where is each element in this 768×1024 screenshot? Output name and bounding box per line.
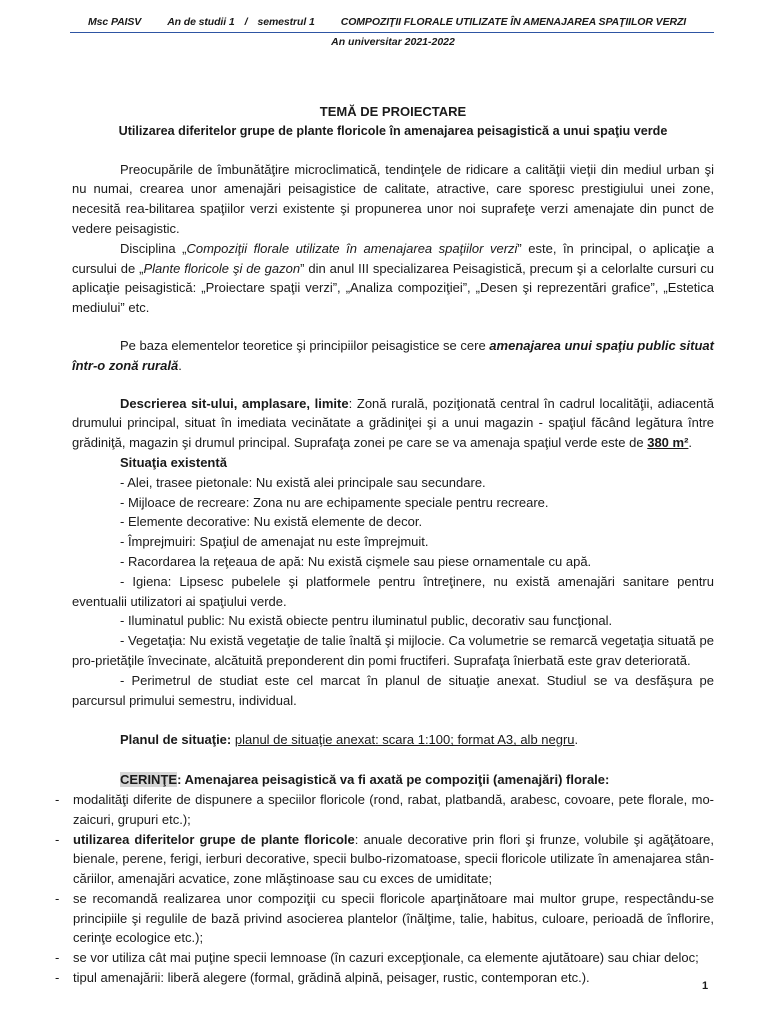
list-item: - utilizarea diferitelor grupe de plante floricole: anuale decorative prin flori şi frunze, volubile şi agăţătoare, bienale, perene, ferigi, ierburi decorative, specii bulbo-rizomatoase, specii floricole utilizate în amenajarea stân-căriilor, amenajări acvatice, zone mlăştinoase sau cu exces de umiditate; [55, 831, 715, 887]
running-header: Msc PAISV An de studii 1 / semestrul 1 COMPOZIŢII FLORALE UTILIZATE ÎN AMENAJAREA SPAŢIILOR VERZI [88, 16, 687, 28]
section-requirements: CERINŢE: Amenajarea peisagistică va fi axată pe compoziţii (amenajări) florale: [120, 772, 610, 788]
document-body [55, 102, 715, 988]
header-academic-year: An universitar 2021-2022 [331, 36, 455, 48]
header-course: COMPOZIŢII FLORALE UTILIZATE ÎN AMENAJAREA SPAŢIILOR VERZI [340, 16, 687, 28]
header-rule [70, 32, 714, 33]
list-item: - modalităţi diferite de dispunere a speciilor floricole (rond, rabat, platbandă, arabesc, covoare, pete florale, mo-zaicuri, grupuri etc.); [55, 791, 714, 827]
page-number: 1 [702, 980, 709, 992]
list-item: - se vor utiliza cât mai puţine specii lemnoase (în cazuri excepţionale, ca elemente ajutătoare) sau chiar deloc; [55, 950, 699, 966]
document-subtitle: Utilizarea diferitelor grupe de plante floricole în amenajarea peisagistică a unui spaţiu verde [118, 123, 668, 138]
item-decorative: - Elemente decorative: Nu există elemente de decor. [120, 514, 423, 530]
item-iluminat: - Iluminatul public: Nu există obiecte pentru iluminatul public, decorativ sau funcţional. [120, 613, 613, 629]
document-title: TEMĂ DE PROIECTARE [319, 104, 467, 119]
paragraph-site-plan: Planul de situaţie: planul de situaţie anexat: scara 1:100; format A3, alb negru. [120, 732, 579, 748]
section-existing-situation: Situaţia existentă [120, 454, 227, 470]
header-program: Msc PAISV [88, 16, 142, 28]
paragraph-intro: Preocupările de îmbunătăţire microclimatică, tendinţele de ridicare a calităţii vieţii din mediul urban şi nu numai, crearea unor amenajări peisagistice de calitate, atractive, care sporesc prestigiului unei zone, necesită rea-bilitarea spaţiilor verzi existente şi propunerea unor noi suprafeţe verzi amenajate din punct de vedere peisagistic. [72, 161, 714, 236]
item-vegetatie: - Vegetaţia: Nu există vegetaţie de talie înaltă şi mijlocie. Ca volumetrie se remarcă vegetaţia situată pe pro-prietăţile învecinate, alcătuită preponderent din pomi fructiferi. Suprafaţa înierbată este grav deteriorată. [72, 633, 714, 668]
paragraph-site-description: Descrierea sit-ului, amplasare, limite: Zonă rurală, poziţionată central în cadrul localităţii, adiacentă drumului principal, situat în imediata vecinătate a grădiniţei şi a unui magazin - spaţiul făcând legătura între grădiniţă, magazin şi drumul principal. Suprafaţa zonei pe care se va amenaja spaţiul verde este de 380 m². [72, 395, 715, 451]
item-alei: - Alei, trasee pietonale: Nu există alei principale sau secundare. [120, 474, 486, 490]
list-item: - se recomandă realizarea unor compoziţii cu specii floricole aparţinătoare mai multor grupe, respectându-se principiile şi regulile de bază privind asocierea plantelor (înălţime, talie, habitus, culoare, perioadă de înflorire, cerinţe ecologice etc.); [55, 890, 714, 946]
item-apa: - Racordarea la reţeaua de apă: Nu există cişmele sau piese ornamentale cu apă. [120, 553, 592, 569]
paragraph-discipline: Disciplina „Compoziţii florale utilizate în amenajarea spaţiilor verzi” este, în principal, o aplicaţie a cursului de „Plante floricole şi de gazon” din anul III specializarea Peisagistică, precum şi a celorlalte cursuri cu aplicaţie peisagistică: „Proiectare spaţii verzi”, „Analiza compoziţiei”, „Desen şi reprezentări grafice”, „Estetica mediului” etc. [72, 240, 715, 316]
header-semester: semestrul 1 [257, 16, 315, 28]
item-perimetru: - Perimetrul de studiat este cel marcat în planul de situaţie anexat. Studiul se va desfăşura pe parcursul primului semestru, individual. [72, 672, 714, 708]
requirements-list [55, 790, 715, 988]
item-imprejmuiri: - Împrejmuiri: Spaţiul de amenajat nu este împrejmuit. [120, 534, 429, 550]
list-item: - tipul amenajării: liberă alegere (formal, grădină alpină, peisager, rustic, contemporan etc.). [55, 970, 590, 986]
paragraph-requirement: Pe baza elementelor teoretice şi principiilor peisagistice se cere amenajarea unui spaţiu public situat într-o zonă rurală. [72, 337, 714, 373]
header-study: An de studii 1 [167, 16, 235, 28]
item-recreere: - Mijloace de recreare: Zona nu are echipamente speciale pentru recreare. [120, 494, 549, 510]
item-igiena: - Igiena: Lipsesc pubelele şi platformele pentru întreţinere, nu există amenajări sanitare pentru eventualii utilizatori ai spaţiului verde. [72, 573, 714, 609]
